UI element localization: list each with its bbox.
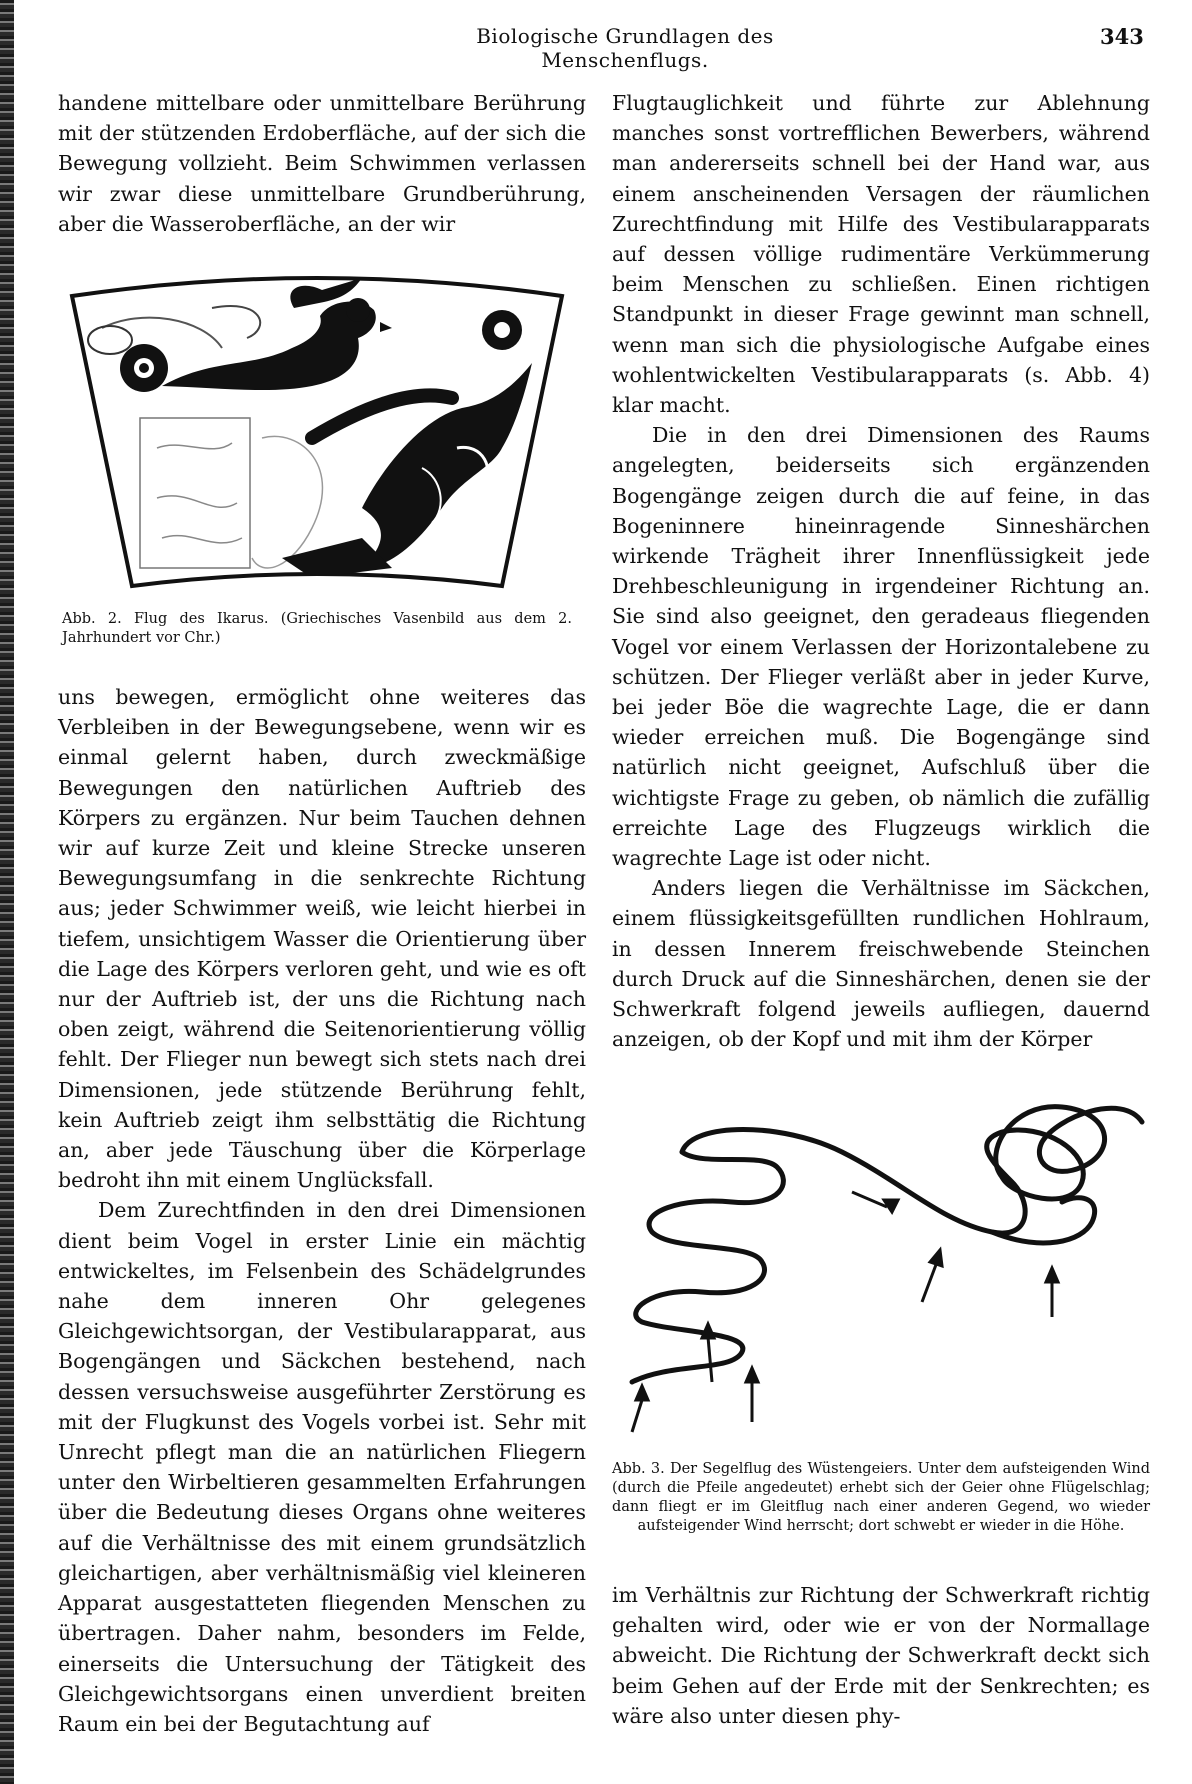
paragraph: Dem Zurechtfinden in den drei Dimensionen dient beim Vogel in erster Linie ein mächtig entwickeltes, im Felsenbein des Schädelgrundes nahe dem inneren Ohr gelegenes Gleichgewichtsorgan, der Vestibularapparat, aus Bogengängen und Säckchen bestehend, nach dessen versuchsweise ausgeführter Zerstörung es mit der Flugkunst des Vogels vorbei ist. Sehr mit Unrecht pflegt man die an natürlichen Fliegern unter den Wirbeltieren gesammelten Erfahrungen über die Bedeutung dieses Organs ohne weiteres auf die Verhältnisse des mit einem grundsätzlich gleichartigen, aber verhältnismäßig viel kleineren Apparat ausgestatteten fliegenden Menschen zu übertragen. Daher nahm, besonders im Felde, einerseits die Untersuchung der Tätigkeit des Gleichgewichtsorgans einen unverdient breiten Raum ein bei der Begutachtung auf	[58, 1198, 586, 1736]
left-column-top	[58, 88, 586, 239]
paragraph: handene mittelbare oder unmittelbare Berührung mit der stützenden Erdoberfläche, auf der sich die Bewegung vollzieht. Beim Schwimmen verlassen wir zwar diese unmittelbare Grundberührung, aber die Wasseroberfläche, an der wir	[58, 91, 586, 236]
vase-painting-image	[62, 268, 572, 598]
paragraph: Flugtauglichkeit und führte zur Ablehnung manches sonst vortrefflichen Bewerbers, während man andererseits schnell bei der Hand war, aus einem anscheinenden Versagen der räumlichen Zurechtfindung mit Hilfe des Vestibularapparats auf dessen völlige rudimentäre Verkümmerung beim Menschen zu schließen. Einen richtigen Standpunkt in dieser Frage gewinnt man schnell, wenn man sich die physiologische Aufgabe eines wohlentwickelten Vestibularapparats (s. Abb. 4) klar macht.	[612, 91, 1150, 418]
soaring-flight-diagram	[612, 1082, 1152, 1442]
right-column-top	[612, 88, 1150, 1055]
paragraph: im Verhältnis zur Richtung der Schwerkraft richtig gehalten wird, oder wie er von der Normallage abweicht. Die Richtung der Schwerkraft deckt sich beim Gehen auf der Erde mit der Senkrechten; es wäre also unter diesen phy-	[612, 1583, 1150, 1728]
page-edge	[0, 0, 14, 1784]
figure-caption: Abb. 3. Der Segelflug des Wüstengeiers. Unter dem aufsteigenden Wind (durch die Pfeile angedeutet) erhebt sich der Geier ohne Flügelschlag; dann fliegt er im Gleitflug nach einer anderen Gegend, wo wieder aufsteigender Wind herrscht; dort schwebt er wieder in die Höhe.	[612, 1461, 1150, 1534]
figure-caption: Abb. 2. Flug des Ikarus. (Griechisches Vasenbild aus dem 2. Jahrhundert vor Chr.)	[62, 611, 572, 646]
figure-segelflug	[612, 1082, 1150, 1536]
figure-ikarus	[62, 268, 572, 648]
running-title: Biologische Grundlagen des Menschenflugs.	[476, 24, 774, 72]
paragraph: Die in den drei Dimensionen des Raums angelegten, beiderseits sich ergänzenden Bogengänge zeigen durch die auf feine, in das Bogeninnere hineinragende Sinneshärchen wirkende Trägheit ihrer Innenflüssigkeit jede Drehbeschleunigung in irgendeiner Richtung an. Sie sind also geeignet, den geradeaus fliegenden Vogel vor einem Verlassen der Horizontalebene zu schützen. Der Flieger verläßt aber in jeder Kurve, bei jeder Böe die wagrechte Lage, die er dann wieder erreichen muß. Die Bogengänge sind natürlich nicht geeignet, Aufschluß über die wichtigste Frage zu geben, ob nämlich die zufällig erreichte Lage des Flugzeugs wirklich die wagrechte Lage ist oder nicht.	[612, 423, 1150, 871]
left-column-bottom	[58, 682, 586, 1739]
paragraph: Anders liegen die Verhältnisse im Säckchen, einem flüssigkeitsgefüllten rundlichen Hohlraum, in dessen Innerem freischwebende Steinchen durch Druck auf die Sinneshärchen, denen sie der Schwerkraft folgend jeweils aufliegen, dauernd anzeigen, ob der Kopf und mit ihm der Körper	[612, 876, 1150, 1052]
page-number: 343	[1100, 24, 1144, 49]
paragraph: uns bewegen, ermöglicht ohne weiteres das Verbleiben in der Bewegungsebene, wenn wir es einmal gelernt haben, durch zweckmäßige Bewegungen den natürlichen Auftrieb des Körpers zu ergänzen. Nur beim Tauchen dehnen wir auf kurze Zeit und kleine Strecke unseren Bewegungsumfang in die senkrechte Richtung aus; jeder Schwimmer weiß, wie leicht hierbei in tiefem, unsichtigem Wasser die Orientierung über die Lage des Körpers verloren geht, und wie es oft nur der Auftrieb ist, der uns die Richtung nach oben zeigt, während die Seitenorientierung völlig fehlt. Der Flieger nun bewegt sich stets nach drei Dimensionen, jede stützende Berührung fehlt, kein Auftrieb zeigt ihm selbsttätig die Richtung an, aber jede Täuschung über die Körperlage bedroht ihn mit einem Unglücksfall.	[58, 685, 586, 1193]
right-column-bottom	[612, 1580, 1150, 1731]
